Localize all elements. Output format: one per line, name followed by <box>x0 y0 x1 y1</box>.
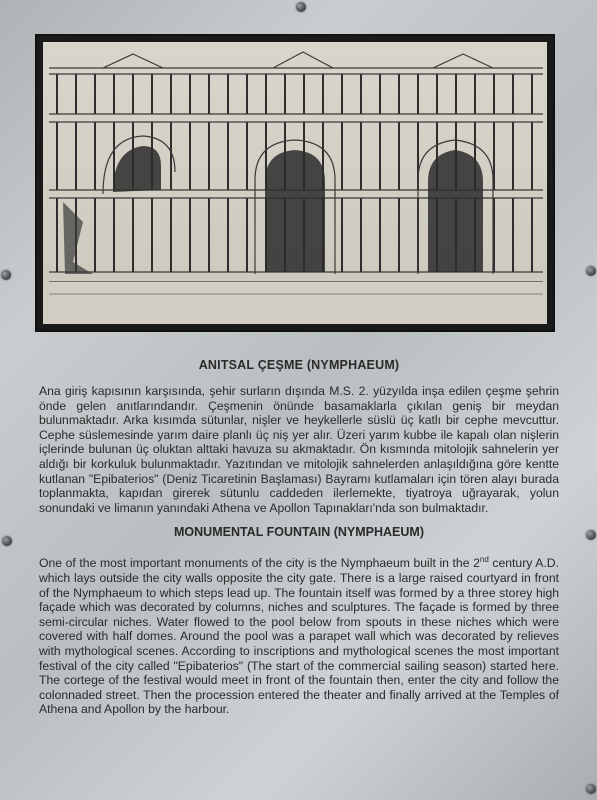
drawing-paper <box>43 42 547 324</box>
screw-left-lower <box>2 536 12 546</box>
title-turkish: ANITSAL ÇEŞME (NYMPHAEUM) <box>198 358 400 372</box>
screw-right-lower <box>586 530 596 540</box>
text-english <box>39 553 559 717</box>
nymphaeum-illustration <box>35 34 555 332</box>
screw-top <box>296 2 306 12</box>
screw-bottom-right <box>586 784 596 794</box>
text-english-part2: century A.D. which lays outside the city walls opposite the city gate. There is a large raised courtyard in front of the Nymphaeum to which steps lead up. The fountain itself was formed by a three storey high façade which was decorated by columns, niches and sculptures. The façade is formed by three semi-circular niches. Water flowed to the pool below from spouts in these niches which were covered with half domes. Around the pool was a parapet wall which was decorated by relieves with mythological scenes. According to inscriptions and mythological scenes the most important festival of the city called "Epibaterios" (The start of the commercial sailing season) started here. The cortege of the festival would meet in front of the fountain then, enter the city and follow the colonnaded street. Then the procession entered the theater and finally arrived at the Temples of Athena and Apollon by the harbour. <box>39 556 559 717</box>
facade-drawing <box>43 42 547 324</box>
title-english: MONUMENTAL FOUNTAIN (NYMPHAEUM) <box>174 525 424 540</box>
screw-left-upper <box>1 270 11 280</box>
screw-right-upper <box>586 266 596 276</box>
plaque-text <box>39 344 559 717</box>
text-turkish: Ana giriş kapısının karşısında, şehir surların dışında M.S. 2. yüzyılda inşa edilen çeşme şehrin önde gelen anıtlarındandır. Çeşmenin önünde basamaklarla çıkılan geniş bir meydan bulunmaktadır. Arka kısımda sütunlar, nişler ve heykellerle süslü üç katlı bir cephe mevcuttur. Cephe süslemesinde yarım daire planlı üç niş yer alır. Üzeri yarım kubbe ile kapalı olan nişlerin içlerinde bulunan üç oluktan alttaki havuza su akmaktadır. Ön kısmında mitolojik sahnelerin yer aldığı bir korkuluk bulunmaktadır. Yazıtından ve mitolojik sahnelerden anlaşıldığına göre kentte kutlanan "Epibaterios" (Deniz Ticaretinin Başlaması) Bayramı kutlamaları için tören alayı burada toplanmakta, kapıdan girerek sütunlu caddeden ilerlemekte, tiyatroya uğrayarak, yolun sonundaki ve limanın yanındaki Athena ve Apollon Tapınakları'nda son bulmaktadır. <box>39 384 559 515</box>
text-english-part1: One of the most important monuments of the city is the Nymphaeum built in the 2 <box>39 556 480 571</box>
text-english-superscript: nd <box>479 555 489 565</box>
